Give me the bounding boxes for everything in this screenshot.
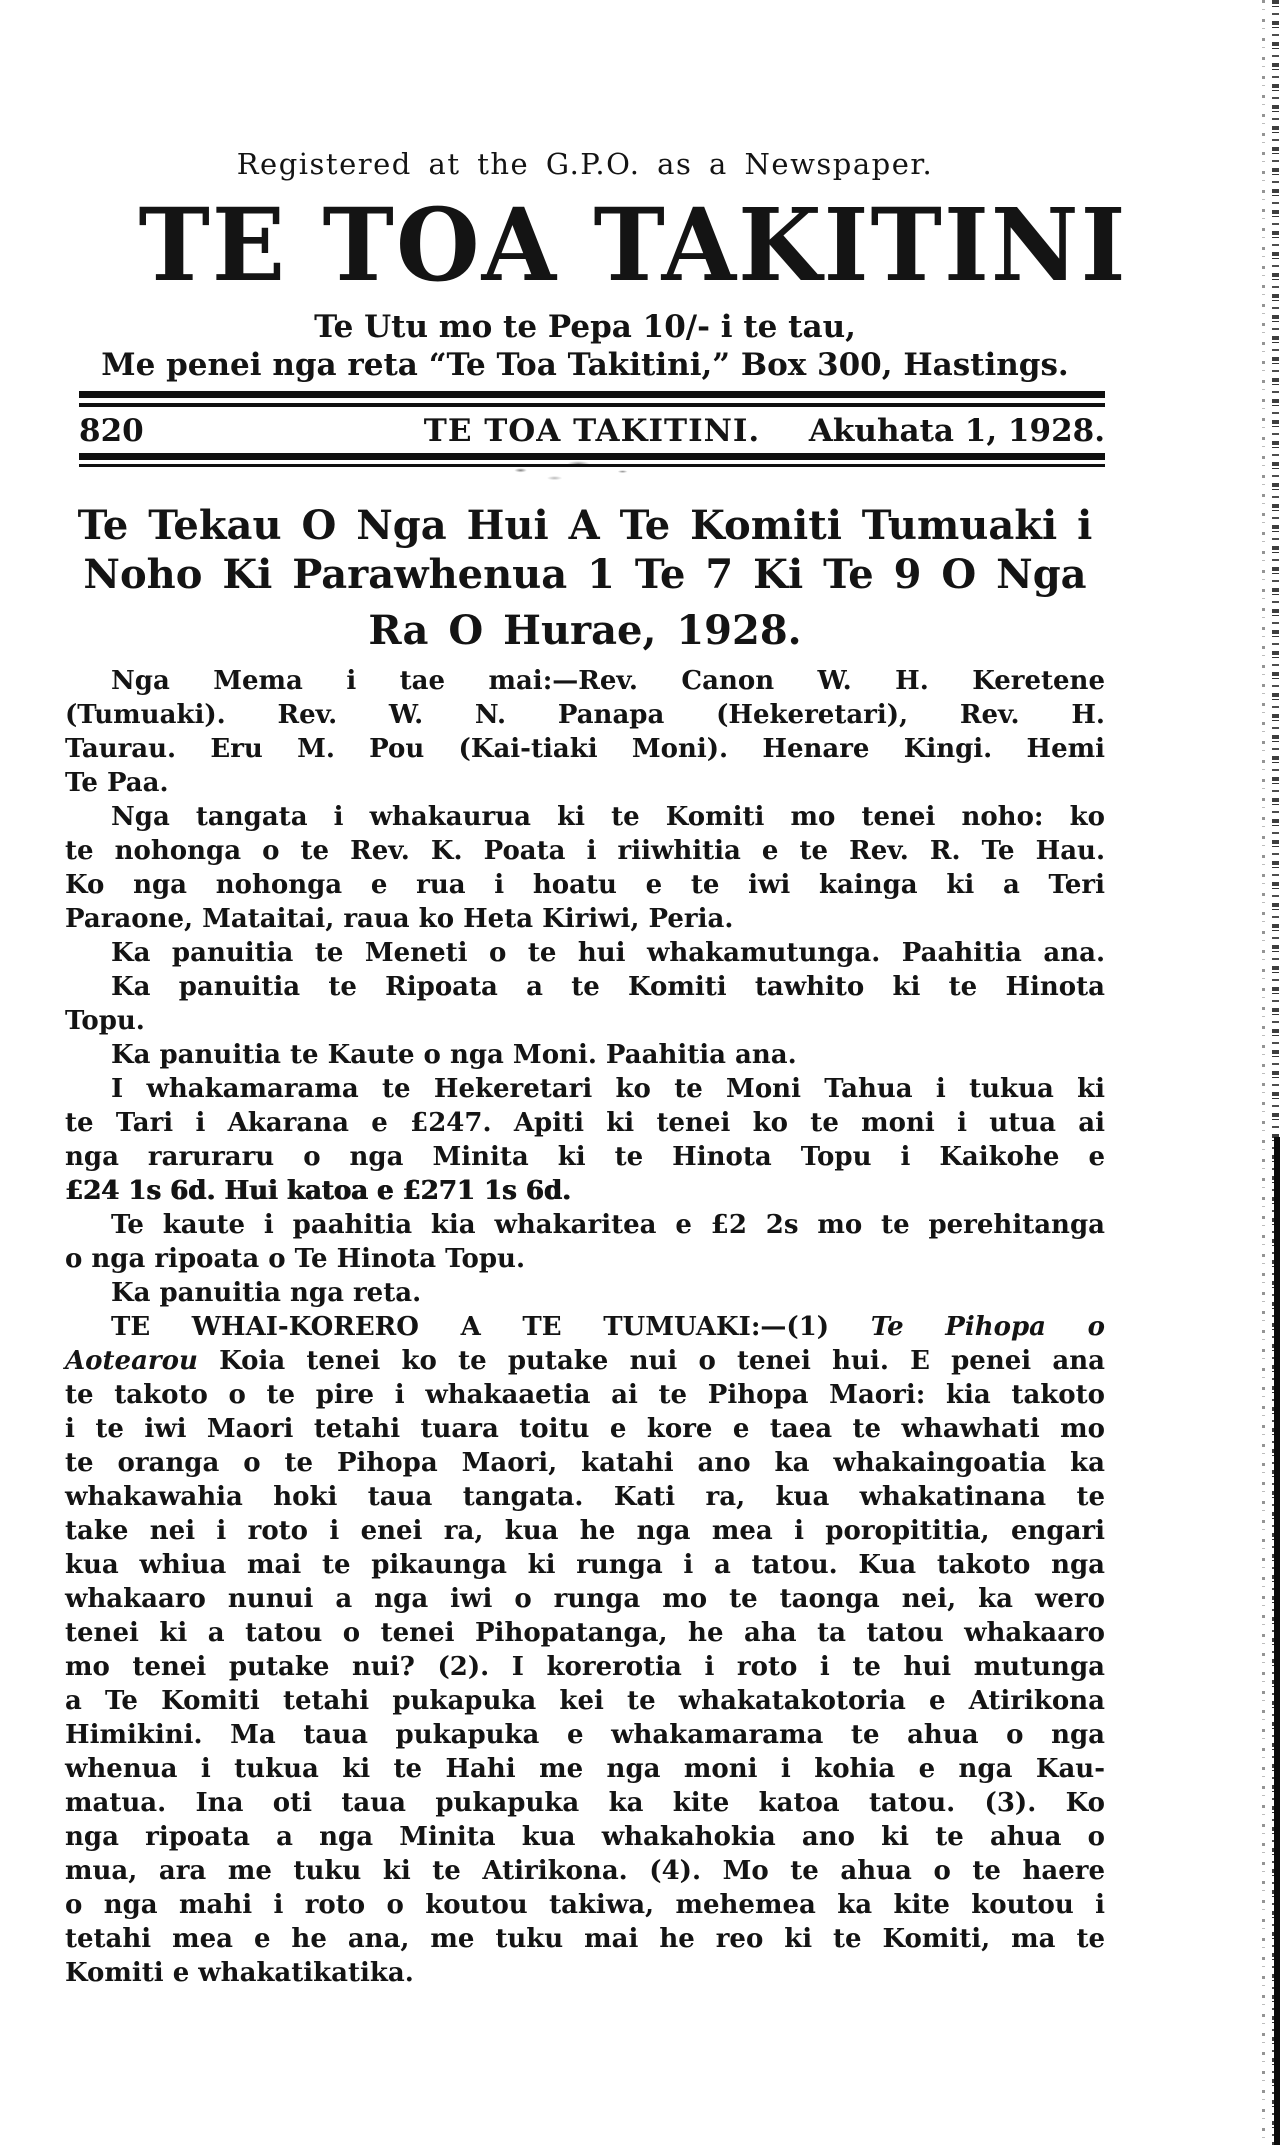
text-segment: Ka panuitia te Kaute o nga Moni. Paahitia ana. [111, 1040, 797, 1070]
running-title: TE TOA TAKITINI. [423, 413, 761, 449]
text-segment: matua. Ina oti taua pukapuka ka kite katoa tatou. (3). Ko [65, 1788, 1105, 1818]
text-line [65, 1888, 1105, 1922]
text-segment: mua, ara me tuku ki te Atirikona. (4). Mo te ahua o te haere [65, 1856, 1105, 1886]
text-line [65, 1786, 1105, 1820]
text-segment: Taurau. Eru M. Pou (Kai-tiaki Moni). Henare Kingi. Hemi [65, 734, 1105, 764]
heading-line: Noho Ki Parawhenua 1 Te 7 Ki Te 9 O Nga [83, 551, 1087, 598]
rule-thick [79, 391, 1105, 398]
text-line [65, 732, 1105, 766]
text-line [65, 1922, 1105, 1956]
text-segment: whakawahia hoki taua tangata. Kati ra, kua whakatinana te [65, 1482, 1105, 1512]
issue-date: Akuhata 1, 1928. [808, 413, 1105, 449]
rule-thick [79, 453, 1105, 460]
text-segment: Topu. [65, 1006, 145, 1036]
page-number: 820 [79, 413, 144, 449]
text-line [65, 1514, 1105, 1548]
text-line [65, 1650, 1105, 1684]
address-line: Me penei nga reta “Te Toa Takitini,” Box 300, Hastings. [101, 347, 1069, 383]
text-line [65, 766, 1105, 800]
text-line [65, 1310, 1105, 1344]
text-line [65, 1548, 1105, 1582]
text-line [65, 1004, 1105, 1038]
text-line [65, 1480, 1105, 1514]
text-segment: Paraone, Mataitai, raua ko Heta Kiriwi, Peria. [65, 904, 734, 934]
text-segment: £24 1s 6d. Hui katoa e £271 1s 6d. [65, 1176, 572, 1206]
text-segment: Te kaute i paahitia kia whakaritea e £2 2s mo te perehitanga [111, 1210, 1105, 1240]
text-segment: te nohonga o te Rev. K. Poata i riiwhitia e te Rev. R. Te Hau. [65, 836, 1105, 866]
text-segment: Nga tangata i whakaurua ki te Komiti mo tenei noho: ko [111, 802, 1105, 832]
text-line [65, 1140, 1105, 1174]
text-segment: te takoto o te pire i whakaaetia ai te Pihopa Maori: kia takoto [65, 1380, 1105, 1410]
masthead [65, 146, 1128, 467]
heading-line: Te Tekau O Nga Hui A Te Komiti Tumuaki i [77, 502, 1093, 549]
text-line [65, 834, 1105, 868]
italic-text: Te Pihopa o [870, 1312, 1105, 1342]
text-segment: nga raruraru o nga Minita ki te Hinota Topu i Kaikohe e [65, 1142, 1105, 1172]
text-segment: tenei ki a tatou o tenei Pihopatanga, he aha ta tatou whakaaro [65, 1618, 1105, 1648]
text-segment: Nga Mema i tae mai:—Rev. Canon W. H. Keretene [111, 666, 1105, 696]
divider-rule-bottom [79, 453, 1105, 467]
text-line [65, 868, 1105, 902]
text-segment: TE WHAI-KORERO A TE TUMUAKI:—(1) [111, 1312, 871, 1342]
text-segment: Ka panuitia te Ripoata a te Komiti tawhito ki te Hinota [111, 972, 1105, 1002]
date-row [79, 412, 1105, 450]
text-segment: nga ripoata a nga Minita kua whakahokia ano ki te ahua o [65, 1822, 1105, 1852]
text-line [65, 1344, 1105, 1378]
text-line [65, 1752, 1105, 1786]
text-line [65, 1718, 1105, 1752]
text-segment: te oranga o te Pihopa Maori, katahi ano ka whakaingoatia ka [65, 1448, 1105, 1478]
italic-text: Aotearou [65, 1346, 198, 1376]
text-segment: Ka panuitia nga reta. [111, 1278, 422, 1308]
rule-thin [79, 464, 1105, 467]
text-line [65, 1582, 1105, 1616]
text-line [65, 902, 1105, 936]
text-line [65, 1412, 1105, 1446]
text-line [65, 1276, 1105, 1310]
text-line [65, 1174, 1105, 1208]
text-line [65, 1854, 1105, 1888]
text-segment: o nga mahi i roto o koutou takiwa, mehemea ka kite koutou i [65, 1890, 1105, 1920]
text-segment: i te iwi Maori tetahi tuara toitu e kore e taea te whawhati mo [65, 1414, 1105, 1444]
text-segment: Himikini. Ma taua pukapuka e whakamarama te ahua o nga [65, 1720, 1105, 1750]
article-heading [65, 501, 1105, 655]
article-body [65, 664, 1105, 1990]
text-line [65, 970, 1105, 1004]
text-line [65, 1072, 1105, 1106]
text-segment: mo tenei putake nui? (2). I korerotia i roto i te hui mutunga [65, 1652, 1105, 1682]
text-segment: I whakamarama te Hekeretari ko te Moni Tahua i tukua ki [111, 1074, 1105, 1104]
text-line [65, 1378, 1105, 1412]
text-segment: whenua i tukua ki te Hahi me nga moni i kohia e nga Kau- [65, 1754, 1105, 1784]
divider-rule-top [79, 391, 1105, 407]
text-segment: a Te Komiti tetahi pukapuka kei te whakatakotoria e Atirikona [65, 1686, 1105, 1716]
text-line [65, 664, 1105, 698]
scan-edge-artifact [1250, 0, 1280, 2145]
text-segment: Te Paa. [65, 768, 169, 798]
heading-line: Ra O Hurae, 1928. [368, 607, 802, 654]
text-segment: Ka panuitia te Meneti o te hui whakamutunga. Paahitia ana. [111, 938, 1105, 968]
text-line [65, 1820, 1105, 1854]
text-segment: Komiti e whakatikatika. [65, 1958, 414, 1988]
newspaper-title: TE TOA TAKITINI [138, 186, 1128, 305]
text-segment: kua whiua mai te pikaunga ki runga i a tatou. Kua takoto nga [65, 1550, 1105, 1580]
text-segment: tetahi mea e he ana, me tuku mai he reo ki te Komiti, ma te [65, 1924, 1105, 1954]
text-line [65, 698, 1105, 732]
text-line [65, 1242, 1105, 1276]
rule-thin [79, 403, 1105, 407]
text-line [65, 1616, 1105, 1650]
text-line [65, 800, 1105, 834]
text-segment: (Tumuaki). Rev. W. N. Panapa (Hekeretari), Rev. H. [65, 700, 1105, 730]
text-segment: Koia tenei ko te putake nui o tenei hui. E penei ana [197, 1346, 1105, 1376]
text-line [65, 1208, 1105, 1242]
registered-line: Registered at the G.P.O. as a Newspaper. [236, 147, 934, 181]
text-segment: Ko nga nohonga e rua i hoatu e te iwi kainga ki a Teri [65, 870, 1105, 900]
text-segment: te Tari i Akarana e £247. Apiti ki tenei ko te moni i utua ai [65, 1108, 1105, 1138]
text-line [65, 1038, 1105, 1072]
text-line [65, 1956, 1105, 1990]
article [65, 501, 1105, 1990]
text-line [65, 1684, 1105, 1718]
text-segment: take nei i roto i enei ra, kua he nga mea i poropititia, engari [65, 1516, 1105, 1546]
text-segment: whakaaro nunui a nga iwi o runga mo te taonga nei, ka wero [65, 1584, 1105, 1614]
text-line [65, 936, 1105, 970]
text-segment: o nga ripoata o Te Hinota Topu. [65, 1244, 526, 1274]
text-line [65, 1446, 1105, 1480]
price-line: Te Utu mo te Pepa 10/- i te tau, [314, 309, 856, 345]
text-line [65, 1106, 1105, 1140]
